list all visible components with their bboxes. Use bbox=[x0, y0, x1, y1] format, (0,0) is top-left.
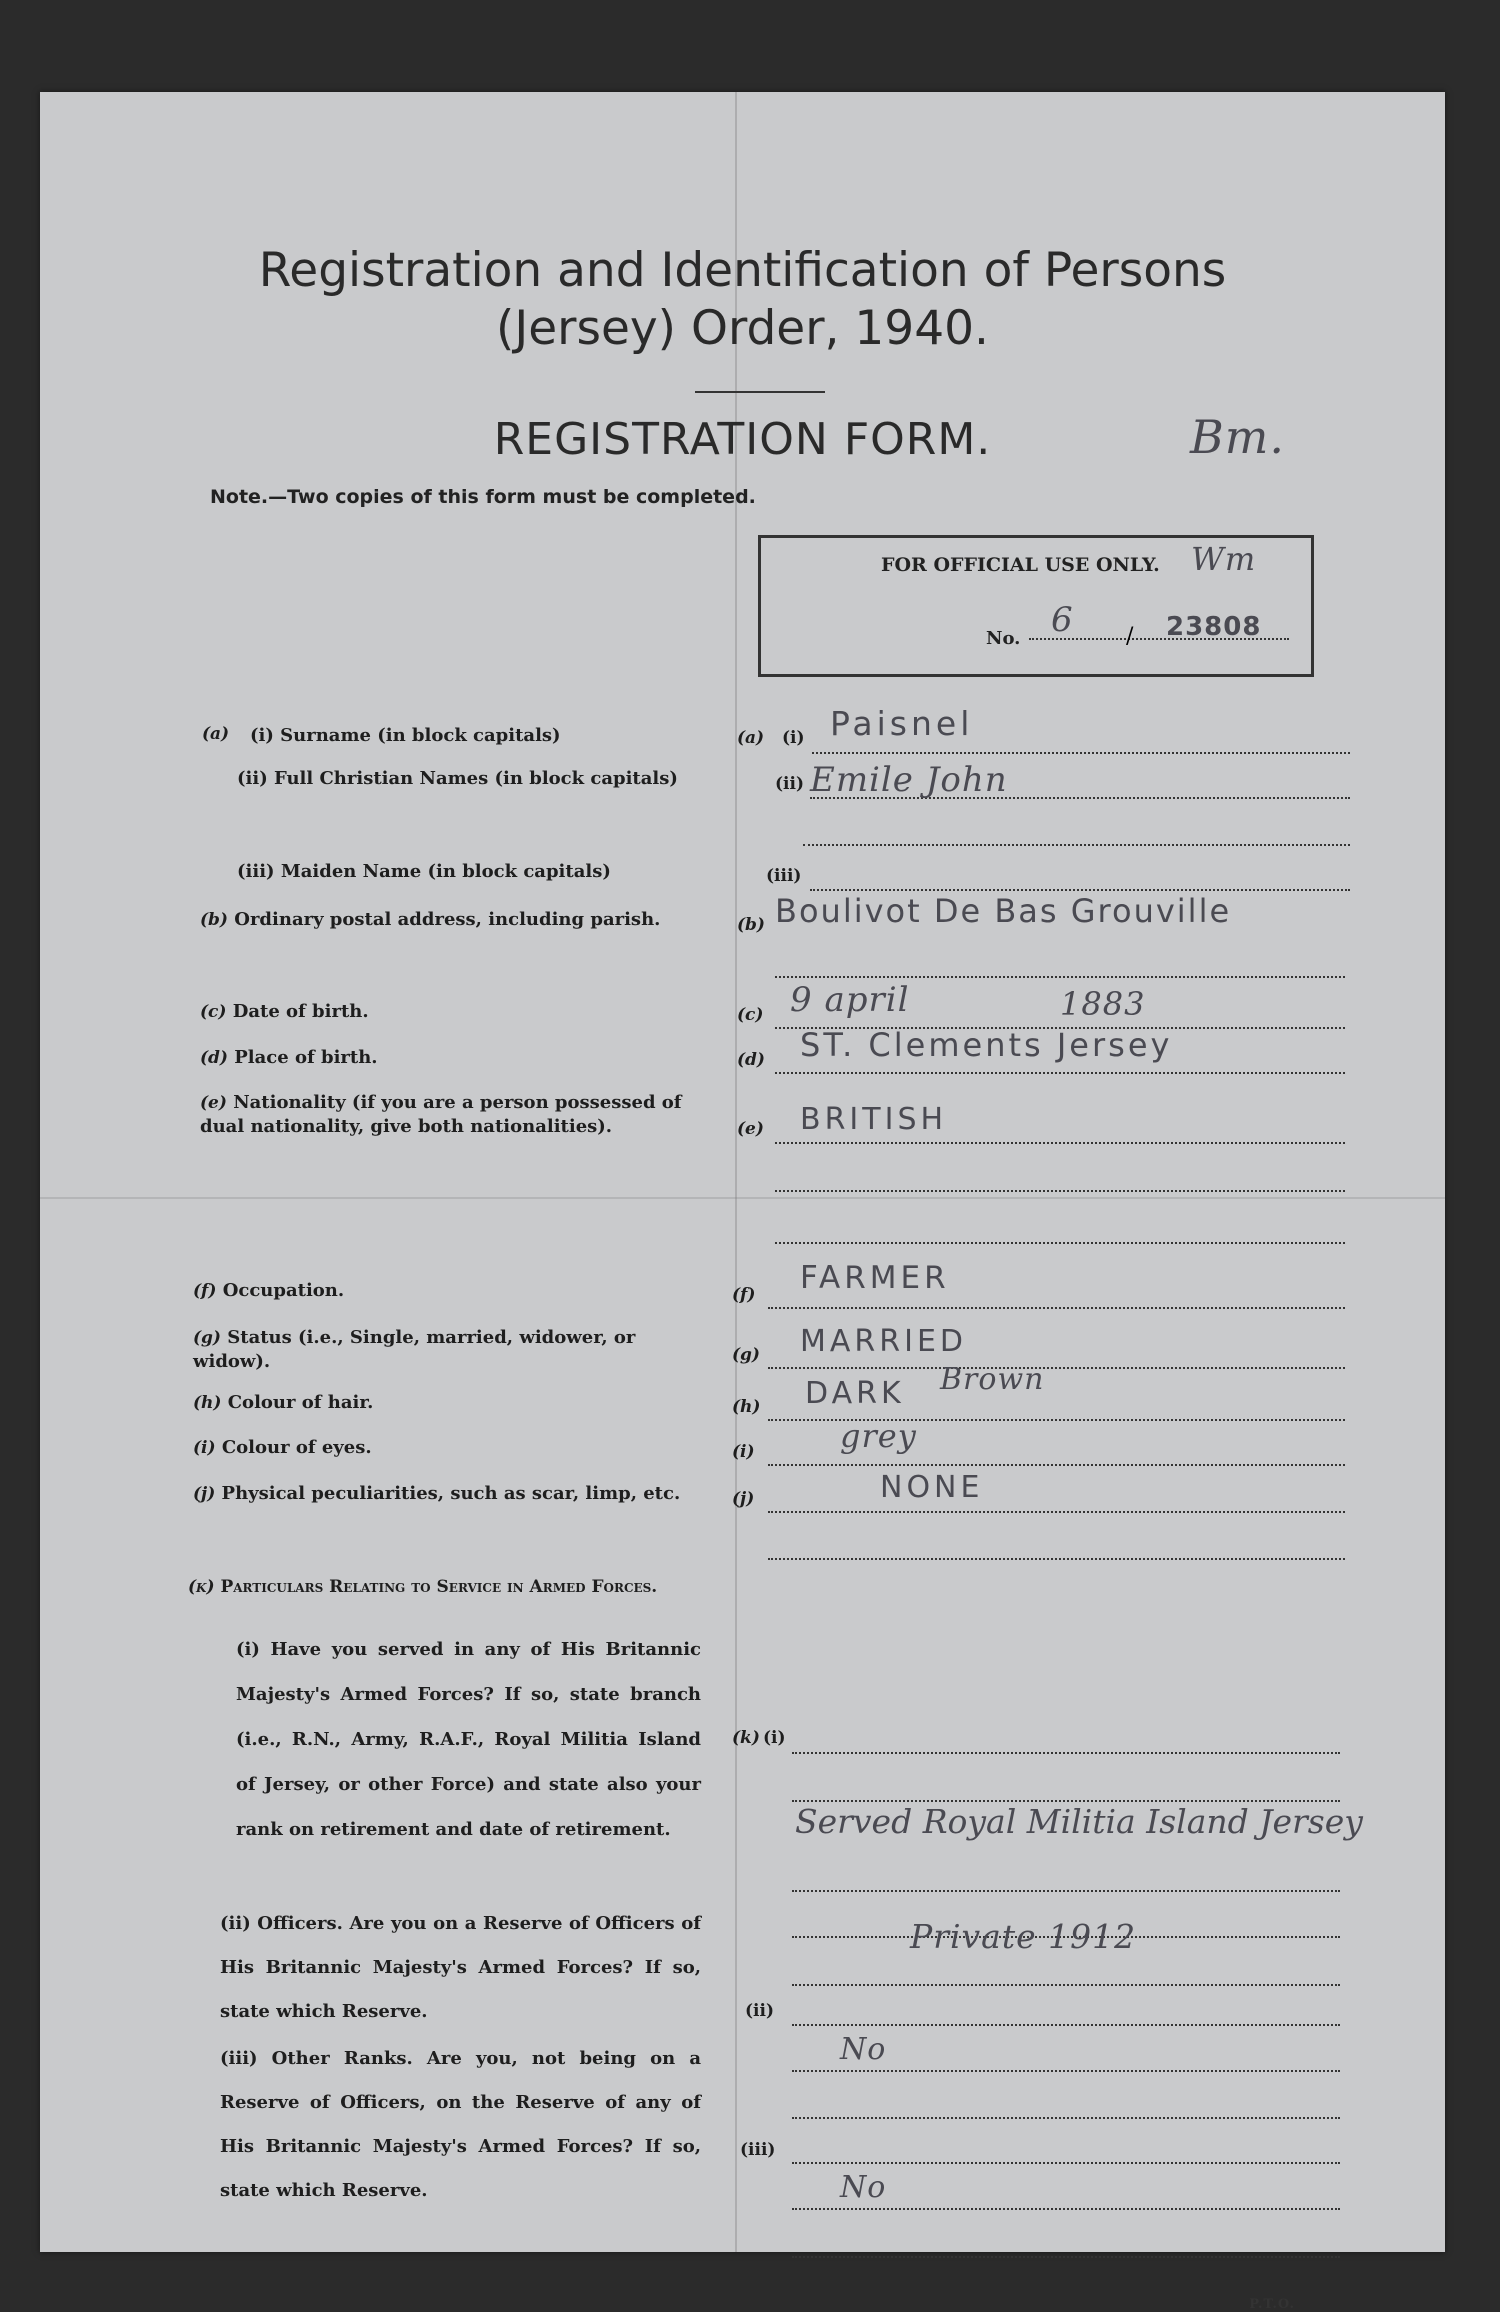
official-no-prefix: 6 bbox=[1051, 600, 1074, 640]
title-line-2: (Jersey) Order, 1940. bbox=[496, 301, 989, 356]
answer-occupation: FARMER bbox=[800, 1260, 950, 1296]
answer-letter-j: (j) bbox=[732, 1489, 755, 1509]
answer-service-line2: Private 1912 bbox=[910, 1917, 1137, 1956]
label-occupation: (f) Occupation. bbox=[193, 1280, 345, 1301]
answer-surname: Paisnel bbox=[830, 704, 974, 743]
answer-label-a-i: (i) bbox=[782, 728, 805, 748]
label-k-heading: (k) Particulars Relating to Service in Armed Forces. bbox=[188, 1577, 658, 1597]
label-pob: (d) Place of birth. bbox=[200, 1047, 378, 1068]
label-k-iii: (iii) Other Ranks. Are you, not being on a Reserve of Officers, on the Reserve of any of His Britannic Majesty's Armed Forces? If so, state which Reserve. bbox=[220, 2048, 701, 2201]
answer-letter-h: (h) bbox=[732, 1397, 761, 1417]
note: Note.—Two copies of this form must be completed. bbox=[210, 486, 756, 508]
answer-officers-reserve: No bbox=[840, 2032, 887, 2067]
label-maiden-name: (iii) Maiden Name (in block capitals) bbox=[237, 861, 611, 882]
answer-letter-i: (i) bbox=[732, 1442, 755, 1462]
label-hair: (h) Colour of hair. bbox=[193, 1392, 374, 1413]
pto: P.T.O. bbox=[1249, 2297, 1295, 2312]
answer-service-line1: Served Royal Militia Island Jersey bbox=[795, 1802, 1363, 1841]
title-line-1: Registration and Identification of Persons bbox=[258, 243, 1227, 298]
answer-hair-extra: Brown bbox=[940, 1362, 1045, 1397]
label-k-ii: (ii) Officers. Are you on a Reserve of Officers of His Britannic Majesty's Armed Forces? If so, state which Reserve. bbox=[220, 1913, 701, 2022]
official-use-box: FOR OFFICIAL USE ONLY. No. / 6 23808 Wm bbox=[758, 535, 1314, 677]
answer-letter-c: (c) bbox=[737, 1005, 764, 1025]
answer-place-of-birth: ST. Clements Jersey bbox=[800, 1026, 1173, 1064]
answer-nationality: BRITISH bbox=[800, 1102, 948, 1137]
registration-form-paper bbox=[40, 92, 1445, 2312]
answer-dob-day-month: 9 april bbox=[790, 980, 910, 1020]
annotation-initials: Bm. bbox=[1190, 410, 1286, 464]
label-address: (b) Ordinary postal address, including parish. bbox=[200, 909, 661, 930]
answer-letter-b: (b) bbox=[737, 915, 765, 935]
official-heading: FOR OFFICIAL USE ONLY. bbox=[881, 554, 1160, 576]
answer-peculiarities: NONE bbox=[880, 1470, 984, 1505]
answer-eyes: grey bbox=[840, 1417, 917, 1455]
letter-a: (a) bbox=[202, 724, 230, 744]
official-no-label: No. bbox=[986, 628, 1021, 649]
label-peculiarities: (j) Physical peculiarities, such as scar, limp, etc. bbox=[193, 1483, 681, 1504]
answer-label-k-ii: (ii) bbox=[745, 2001, 775, 2021]
label-eyes: (i) Colour of eyes. bbox=[193, 1437, 372, 1458]
answer-letter-k: (k) bbox=[732, 1728, 760, 1748]
answer-christian-names: Emile John bbox=[810, 760, 1008, 800]
label-status: (g) Status (i.e., Single, married, widower, or widow). bbox=[193, 1327, 636, 1372]
title-rule bbox=[695, 391, 825, 393]
answer-other-ranks-reserve: No bbox=[840, 2170, 887, 2205]
answer-dob-year: 1883 bbox=[1060, 985, 1146, 1023]
label-christian-names: (ii) Full Christian Names (in block capitals) bbox=[237, 768, 678, 789]
answer-letter-e: (e) bbox=[737, 1119, 764, 1139]
label-surname: (i) Surname (in block capitals) bbox=[250, 725, 561, 746]
label-k-i: (i) Have you served in any of His Britannic Majesty's Armed Forces? If so, state branch (i.e., R.N., Army, R.A.F., Royal Militia Island of Jersey, or other Force) and state also your rank on retirement and date of retirement. bbox=[236, 1639, 701, 1840]
answer-letter-g: (g) bbox=[732, 1345, 760, 1365]
answer-label-k-iii: (iii) bbox=[740, 2140, 776, 2160]
answer-letter-f: (f) bbox=[732, 1285, 756, 1305]
label-dob: (c) Date of birth. bbox=[200, 1001, 369, 1022]
official-stamp: Wm bbox=[1191, 540, 1257, 578]
answer-label-k-i: (i) bbox=[763, 1728, 786, 1748]
answer-hair: DARK bbox=[805, 1376, 905, 1411]
label-nationality: (e) Nationality (if you are a person possessed of dual nationality, give both nationalities). bbox=[200, 1092, 682, 1137]
answer-address: Boulivot De Bas Grouville bbox=[775, 892, 1232, 930]
answer-label-a-ii: (ii) bbox=[775, 774, 805, 794]
fold-line-horizontal bbox=[40, 1197, 1445, 1199]
answer-letter-a: (a) bbox=[737, 728, 765, 748]
form-title: REGISTRATION FORM. bbox=[493, 414, 992, 465]
answer-status: MARRIED bbox=[800, 1324, 967, 1359]
official-no-value: 23808 bbox=[1166, 612, 1262, 642]
answer-label-a-iii: (iii) bbox=[766, 866, 802, 886]
answer-letter-d: (d) bbox=[737, 1050, 765, 1070]
